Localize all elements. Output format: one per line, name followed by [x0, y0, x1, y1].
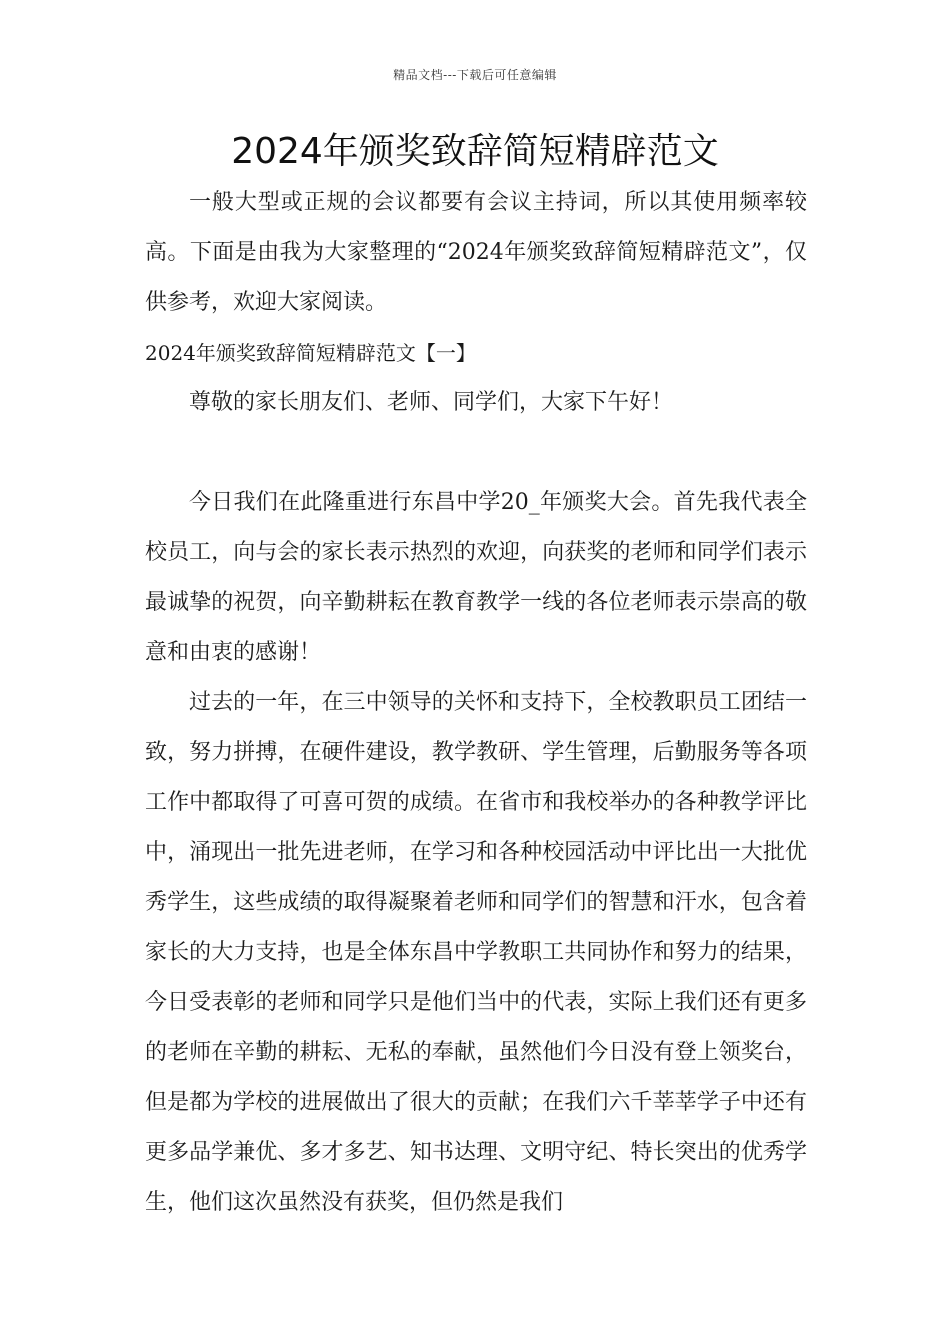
paragraph-spacer	[145, 428, 807, 478]
body-paragraph-1: 今日我们在此隆重进行东昌中学20_年颁奖大会。首先我代表全校员工，向与会的家长表示热烈的欢迎，向获奖的老师和同学们表示最诚挚的祝贺，向辛勤耕耘在教育教学一线的各位老师表示崇高的敬意和由衷的感谢！	[145, 490, 807, 665]
body-paragraph-2: 过去的一年，在三中领导的关怀和支持下，全校教职员工团结一致，努力拼搏，在硬件建设，教学教研、学生管理，后勤服务等各项工作中都取得了可喜可贺的成绩。在省市和我校举办的各种教学评比中，涌现出一批先进老师，在学习和各种校园活动中评比出一大批优秀学生，这些成绩的取得凝聚着老师和同学们的智慧和汗水，包含着家长的大力支持，也是全体东昌中学教职工共同协作和努力的结果，今日受表彰的老师和同学只是他们当中的代表，实际上我们还有更多的老师在辛勤的耕耘、无私的奉献，虽然他们今日没有登上领奖台，但是都为学校的进展做出了很大的贡献；在我们六千莘莘学子中还有更多品学兼优、多才多艺、知书达理、文明守纪、特长突出的优秀学生，他们这次虽然没有获奖，但仍然是我们	[145, 690, 807, 1215]
greeting-paragraph: 尊敬的家长朋友们、老师、同学们，大家下午好！	[189, 390, 674, 415]
header-note: 精品文档---下载后可任意编辑	[393, 68, 557, 82]
document-title: 2024年颁奖致辞简短精辟范文	[231, 131, 719, 172]
intro-paragraph: 一般大型或正规的会议都要有会议主持词，所以其使用频率较高。下面是由我为大家整理的“2024年颁奖致辞简短精辟范文”，仅供参考，欢迎大家阅读。	[145, 190, 808, 315]
section-heading: 2024年颁奖致辞简短精辟范文【一】	[145, 341, 476, 365]
document-body	[145, 178, 807, 1228]
